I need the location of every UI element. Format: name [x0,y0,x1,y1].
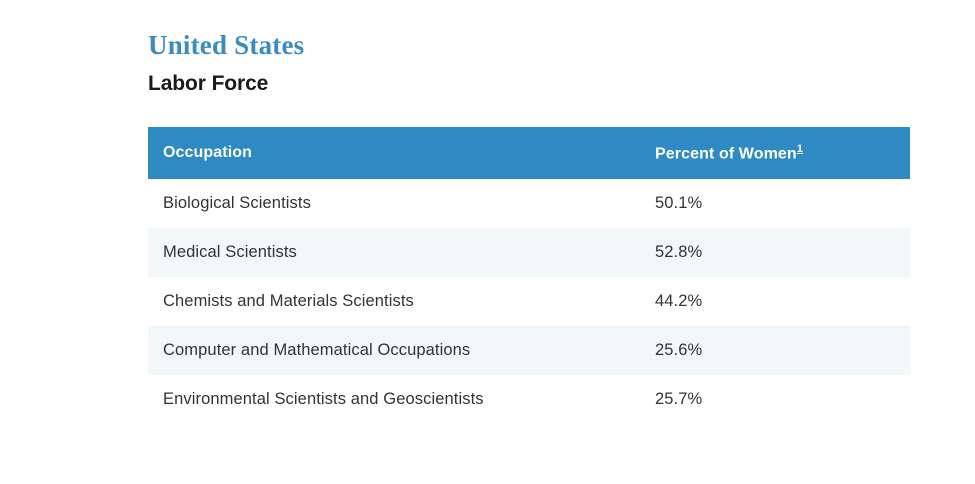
page-title-country: United States [148,30,305,60]
cell-occupation: Environmental Scientists and Geoscientists [148,375,640,424]
cell-occupation: Computer and Mathematical Occupations [148,326,640,375]
table-row [148,179,910,228]
cell-occupation: Chemists and Materials Scientists [148,277,640,326]
column-header-percent-label: Percent of Women [655,144,797,162]
column-header-percent-of-women [640,127,910,179]
table-row [148,277,910,326]
cell-percent: 44.2% [640,277,910,326]
cell-percent: 52.8% [640,228,910,277]
table-header [148,127,910,179]
table-row [148,326,910,375]
cell-occupation: Medical Scientists [148,228,640,277]
labor-force-table [148,127,910,424]
column-header-occupation [148,127,640,179]
column-header-occupation-label: Occupation [163,143,253,161]
table-body [148,179,910,424]
cell-occupation: Biological Scientists [148,179,640,228]
footnote-link-1[interactable]: 1 [796,142,803,155]
cell-percent: 25.6% [640,326,910,375]
table-row [148,228,910,277]
cell-percent: 25.7% [640,375,910,424]
table-header-row [148,127,910,179]
cell-percent: 50.1% [640,179,910,228]
table-row [148,375,910,424]
content-column [148,0,880,424]
page-subtitle-section: Labor Force [148,72,269,96]
